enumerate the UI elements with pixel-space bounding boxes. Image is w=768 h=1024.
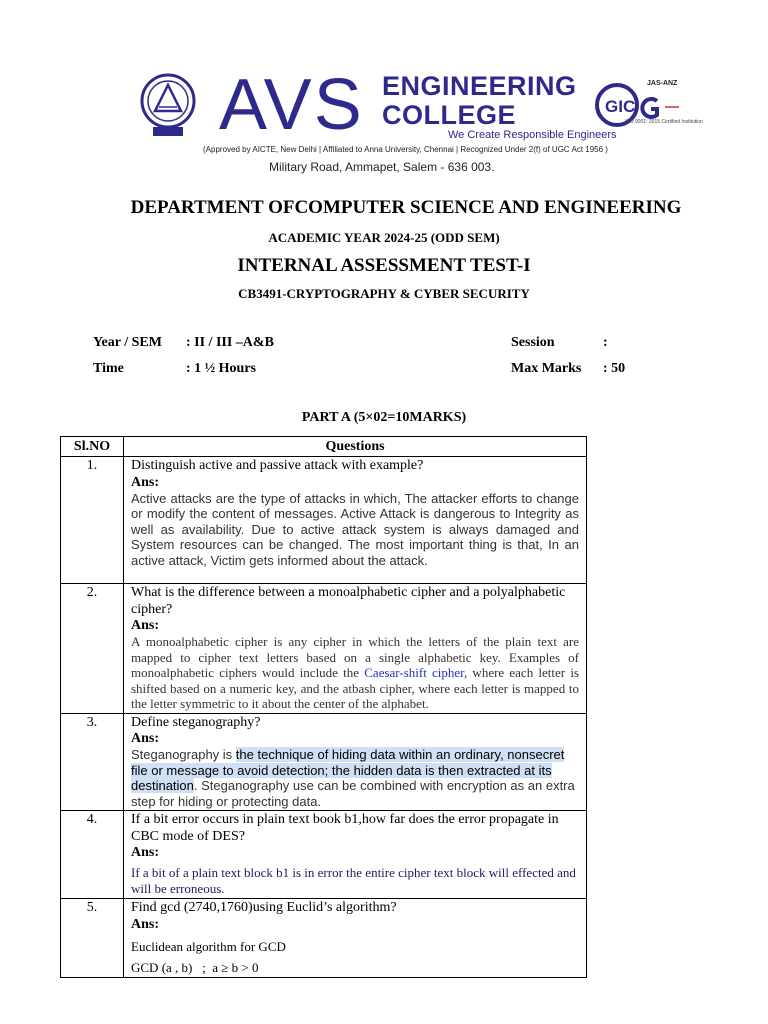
college-logo-engineering: ENGINEERING <box>382 71 577 101</box>
questions-table <box>60 436 587 978</box>
max-marks-value: : 50 <box>603 361 626 376</box>
question-number: 5. <box>61 899 124 978</box>
answer-text <box>131 634 579 712</box>
answer-label: Ans: <box>131 474 160 490</box>
table-row <box>61 457 587 584</box>
year-sem-value: : II / III –A&B <box>186 335 274 350</box>
highlighted-text: the technique of hiding data within an ordinary, nonsecret file or message to avoid detection; the hidden data is then extracted at its destination <box>131 747 565 793</box>
answer-label: Ans: <box>131 916 160 932</box>
question-number: 2. <box>61 584 124 714</box>
caesar-cipher-link[interactable]: Caesar-shift cipher <box>364 665 464 680</box>
question-cell <box>124 457 587 584</box>
questions-header: Questions <box>124 437 587 457</box>
answer-part: . Steganography use can be combined with encryption as an extra step for hiding or protecting data. <box>131 778 575 809</box>
svg-text:JAS-ANZ: JAS-ANZ <box>647 80 678 87</box>
question-number: 4. <box>61 811 124 899</box>
table-row <box>61 811 587 899</box>
table-header-row <box>61 437 587 457</box>
answer-part: Steganography is <box>131 747 236 762</box>
table-row <box>61 584 587 714</box>
answer-text: Active attacks are the type of attacks in which, The attacker efforts to change or modify the content of messages. Active Attack is dangerous to Integrity as well as availability. Due to active attack system is always damaged and System resources can be changed. The most important thing is that, In an active attack, Victim gets informed about the attack. <box>131 490 579 568</box>
department-title: DEPARTMENT OFCOMPUTER SCIENCE AND ENGINEERING <box>130 197 682 218</box>
answer-label: Ans: <box>131 618 160 633</box>
iso-certification-icon <box>591 75 691 137</box>
answer-part: , where each letter is shifted based on a numeric key, and the atbash cipher, where each letter is mapped to the letter symmetric to it about the center of the alphabet. <box>131 665 579 711</box>
college-tagline: We Create Responsible Engineers <box>448 129 617 141</box>
time-value: : 1 ½ Hours <box>186 361 256 376</box>
question-text: Distinguish active and passive attack with example? <box>131 458 424 473</box>
college-approval: (Approved by AICTE, New Delhi | Affiliated to Anna University, Chennai | Recognized Under 2(f) of UGC Act 1956 ) <box>203 145 608 154</box>
question-text: What is the difference between a monoalphabetic cipher and a polyalphabetic cipher? <box>131 585 566 617</box>
gcd-formula: GCD (a , b) ; a ≥ b > 0 <box>131 960 259 975</box>
question-text: Find gcd (2740,1760)using Euclid’s algorithm? <box>131 900 397 915</box>
question-text: If a bit error occurs in plain text book b1,how far does the error propagate in CBC mode of DES? <box>131 812 559 844</box>
svg-text:GIC: GIC <box>605 97 636 116</box>
session-value: : <box>603 335 608 350</box>
college-logo-avs: AVS <box>219 65 364 145</box>
year-sem-label: Year / SEM <box>93 335 162 350</box>
question-cell <box>124 584 587 714</box>
session-label: Session <box>511 335 555 350</box>
part-a-heading: PART A (5×02=10MARKS) <box>301 410 467 425</box>
question-number: 1. <box>61 457 124 584</box>
answer-label: Ans: <box>131 845 160 860</box>
college-seal-icon <box>139 71 197 139</box>
question-number: 3. <box>61 713 124 811</box>
question-text: Define steganography? <box>131 714 261 730</box>
table-row <box>61 713 587 811</box>
college-logo-college: COLLEGE <box>382 100 517 130</box>
sl-no-header: Sl.NO <box>61 437 124 457</box>
time-label: Time <box>93 361 124 376</box>
answer-text: Euclidean algorithm for GCD <box>131 938 286 954</box>
test-title: INTERNAL ASSESSMENT TEST-I <box>237 255 531 276</box>
iso-certification-text: ISO 9001: 2015 Certified Institution <box>625 119 703 125</box>
max-marks-label: Max Marks <box>511 361 582 376</box>
course-title: CB3491-CRYPTOGRAPHY & CYBER SECURITY <box>238 286 530 301</box>
question-cell <box>124 713 587 811</box>
academic-year: ACADEMIC YEAR 2024-25 (ODD SEM) <box>268 230 500 245</box>
answer-part: If a bit of a plain text block b1 is in error <box>131 865 347 880</box>
answer-text <box>131 865 579 896</box>
question-cell <box>124 811 587 899</box>
college-address: Military Road, Ammapet, Salem - 636 003. <box>269 160 495 174</box>
answer-part: A monoalphabetic cipher is any cipher in which the letters of the plain text are mapped to cipher text letters based on a single alphabetic key. Examples of monoalphabetic ciphers would include the <box>131 634 579 680</box>
answer-label: Ans: <box>131 731 160 746</box>
answer-text <box>131 747 579 809</box>
question-cell <box>124 899 587 978</box>
college-header <box>121 63 703 180</box>
answer-part: the entire cipher text block will effected and will be erroneous. <box>131 865 576 896</box>
table-row <box>61 899 587 978</box>
